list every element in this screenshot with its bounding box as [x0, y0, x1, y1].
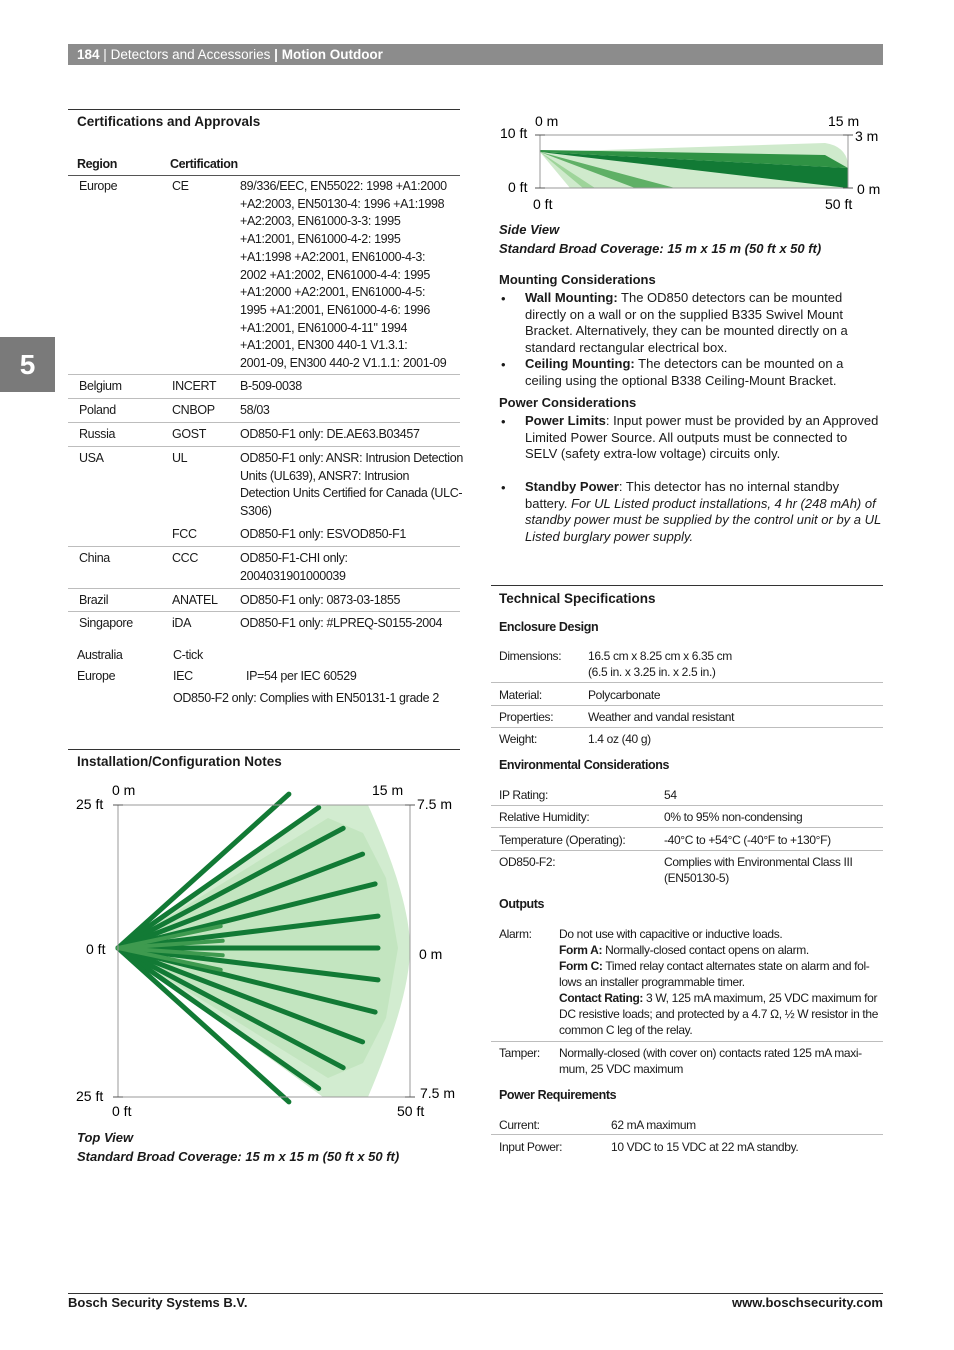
- usa-cert-line: OD850-F1 only: ANSR: Intrusion Detection: [240, 451, 463, 465]
- contact-rating-line-2: DC resistive loads; and protected by a 4.7 Ω, ½ W resistor in the: [559, 1007, 879, 1021]
- header-section: Detectors and Accessories: [110, 47, 271, 62]
- europe-cert-line: +A1:2001, EN61000-4-2: 1995: [240, 232, 401, 247]
- europe-cert-line: +A2:2003, EN61000-3-3: 1995: [240, 214, 401, 229]
- side-view-caption-2: Standard Broad Coverage: 15 m x 15 m (50 ft x 50 ft): [499, 241, 822, 256]
- properties-label: Properties:: [499, 710, 554, 724]
- chapter-tab: 5: [0, 337, 55, 392]
- temp-label: Temperature (Operating):: [499, 833, 626, 847]
- input-power-label: Input Power:: [499, 1140, 563, 1154]
- material-label: Material:: [499, 688, 542, 702]
- humidity-value: 0% to 95% non-condensing: [664, 810, 803, 824]
- tech-spec-title: Technical Specifications: [499, 591, 656, 606]
- europe-cert-line: 2002 +A1:2002, EN61000-4-4: 1995: [240, 267, 431, 282]
- footer-company: Bosch Security Systems B.V.: [68, 1295, 248, 1310]
- label-25ft-top: 25 ft: [76, 796, 104, 812]
- label-50ft-bottom: 50 ft: [397, 1103, 425, 1119]
- region-belgium: Belgium: [79, 379, 122, 393]
- europe-cert-line: 2001-09, EN300 440-2 V1.1.1: 2001-09: [240, 356, 447, 370]
- brazil-value: OD850-F1 only: 0873-03-1855: [240, 593, 401, 607]
- power-req-title: Power Requirements: [499, 1088, 617, 1102]
- top-view-caption: Top View: [77, 1130, 134, 1145]
- china-line-2: 2004031901000039: [240, 569, 346, 583]
- tamper-line-2: mum, 25 VDC maximum: [559, 1062, 684, 1076]
- f2-value-2: (EN50130-5): [664, 871, 729, 885]
- europe-cert-line: 1995 +A1:2001, EN61000-4-6: 1996: [240, 302, 431, 317]
- cert-fcc: FCC: [172, 527, 197, 541]
- properties-value: Weather and vandal resistant: [588, 710, 735, 724]
- region-europe-iec: Europe: [77, 669, 116, 683]
- f2-value-1: Complies with Environmental Class III: [664, 855, 853, 869]
- europe-cert-line: +A2:2003, EN50130-4: 1996 +A1:1998: [240, 196, 445, 211]
- ip-label: IP Rating:: [499, 788, 548, 802]
- europe-cert-line: +A1:2001, EN300 440-1 V1.3.1:: [240, 338, 408, 353]
- belgium-value: B-509-0038: [240, 379, 302, 393]
- certifications-title: Certifications and Approvals: [77, 114, 261, 129]
- power-title: Power Considerations: [499, 395, 637, 410]
- form-c-line: Form C: Timed relay contact alternates state on alarm and fol-: [559, 959, 870, 973]
- tamper-line-1: Normally-closed (with cover on) contacts rated 125 mA maxi-: [559, 1046, 862, 1060]
- page-number: 184: [77, 47, 100, 62]
- label-15m-top: 15 m: [372, 782, 404, 798]
- alarm-label: Alarm:: [499, 927, 532, 941]
- label-25ft-bottom: 25 ft: [76, 1088, 104, 1104]
- russia-value: OD850-F1 only: DE.AE63.B03457: [240, 427, 420, 441]
- europe-cert-line: +A1:2001, EN61000-4-11" 1994: [240, 320, 408, 335]
- mounting-title: Mounting Considerations: [499, 272, 656, 287]
- label-0ft-bottom: 0 ft: [112, 1103, 132, 1119]
- region-poland: Poland: [79, 403, 116, 417]
- form-a-line: Form A: Normally-closed contact opens on alarm.: [559, 943, 809, 957]
- cert-cnbop: CNBOP: [172, 403, 215, 417]
- label-7-5m-top: 7.5 m: [417, 796, 453, 812]
- cert-ctick: C-tick: [173, 648, 203, 662]
- side-label-3m: 3 m: [855, 128, 879, 144]
- dimensions-label: Dimensions:: [499, 649, 562, 663]
- contact-rating-line-3: common C leg of the relay.: [559, 1023, 693, 1037]
- europe-cert-line: +A1:1998 +A2:2001, EN61000-4-3:: [240, 249, 426, 264]
- footer-rule: [68, 1293, 883, 1294]
- cert-iec: IEC: [173, 669, 193, 683]
- standby-power-item: Standby Power: This detector has no internal standby battery. For UL Listed product installations, 4 hr (248 mAh) of standby power must be supplied by the control unit or by a UL Listed burglary power supply.: [525, 479, 882, 544]
- region-australia: Australia: [77, 648, 123, 662]
- dimensions-value-2: (6.5 in. x 3.25 in. x 2.5 in.): [588, 665, 716, 679]
- material-value: Polycarbonate: [588, 688, 661, 702]
- region-europe: Europe: [79, 179, 118, 193]
- enclosure-title: Enclosure Design: [499, 620, 599, 634]
- power-limits-item: Power Limits: Input power must be provided by an Approved Limited Power Source. All outputs must be connected to SELV (safety extra-low voltage) circuits only.: [525, 413, 879, 461]
- weight-value: 1.4 oz (40 g): [588, 732, 651, 746]
- china-line-1: OD850-F1-CHI only:: [240, 551, 348, 565]
- cert-incert: INCERT: [172, 379, 217, 393]
- tamper-label: Tamper:: [499, 1046, 540, 1060]
- current-label: Current:: [499, 1118, 540, 1132]
- ip-value: 54: [664, 788, 677, 802]
- usa-cert-line: Units (UL639), ANSR7: Intrusion: [240, 468, 410, 483]
- en50131-note: OD850-F2 only: Complies with EN50131-1 grade 2: [173, 691, 439, 705]
- label-0m-right: 0 m: [419, 946, 443, 962]
- alarm-line-1: Do not use with capacitive or inductive loads.: [559, 927, 783, 941]
- side-label-50ft: 50 ft: [825, 196, 853, 212]
- cert-gost: GOST: [172, 427, 207, 441]
- region-russia: Russia: [79, 427, 116, 441]
- cert-ul: UL: [172, 451, 188, 465]
- region-brazil: Brazil: [79, 593, 109, 607]
- weight-label: Weight:: [499, 732, 538, 746]
- side-label-0m-top: 0 m: [535, 113, 559, 129]
- f2-label: OD850-F2:: [499, 855, 556, 869]
- section-rule: [68, 749, 460, 750]
- side-view-caption: Side View: [499, 222, 560, 237]
- label-0m-top: 0 m: [112, 782, 136, 798]
- side-label-0m-right: 0 m: [857, 181, 881, 197]
- section-rule: [491, 585, 883, 586]
- cert-ccc: CCC: [172, 551, 199, 565]
- side-label-10ft: 10 ft: [500, 125, 528, 141]
- footer-website[interactable]: www.boschsecurity.com: [732, 1295, 883, 1310]
- europe-cert-line: 89/336/EEC, EN55022: 1998 +A1:2000: [240, 179, 447, 193]
- temp-value: -40°C to +54°C (-40°F to +130°F): [664, 833, 831, 847]
- form-c-line-2: lows an installer programmable timer.: [559, 975, 745, 989]
- side-label-0ft: 0 ft: [508, 179, 528, 195]
- top-view-diagram: [68, 778, 468, 1128]
- side-label-15m: 15 m: [828, 113, 860, 129]
- cert-ida: iDA: [172, 616, 192, 630]
- section-rule: [68, 109, 460, 110]
- cert-ce: CE: [172, 179, 189, 193]
- usa-cert-line: Detection Units Certified for Canada (ULC-: [240, 486, 463, 501]
- outputs-title: Outputs: [499, 897, 545, 911]
- ceiling-mounting-item: Ceiling Mounting: The detectors can be mounted on a ceiling using the optional B338 Ceiling-Mount Bracket.: [525, 356, 844, 388]
- col-certification: Certification: [170, 157, 238, 171]
- top-view-caption-2: Standard Broad Coverage: 15 m x 15 m (50 ft x 50 ft): [77, 1149, 400, 1164]
- wall-mounting-item: Wall Mounting: The OD850 detectors can be mounted directly on a wall or on the supplied B335 Swivel Mount Bracket. Alternatively, they can be mounted directly on a standard rectangular electrical box.: [525, 290, 848, 355]
- side-view-diagram: [495, 108, 890, 218]
- poland-value: 58/03: [240, 403, 270, 417]
- input-power-value: 10 VDC to 15 VDC at 22 mA standby.: [611, 1140, 799, 1154]
- current-value: 62 mA maximum: [611, 1118, 696, 1132]
- usa-cert-line: S306): [240, 504, 272, 519]
- page-header: 184 | Detectors and Accessories | Motion Outdoor: [68, 44, 883, 65]
- col-region: Region: [77, 157, 117, 171]
- installation-title: Installation/Configuration Notes: [77, 754, 282, 769]
- europe-cert-line: +A1:2000 +A2:2001, EN61000-4-5:: [240, 285, 426, 300]
- cert-anatel: ANATEL: [172, 593, 218, 607]
- header-subsection: Motion Outdoor: [281, 47, 383, 62]
- label-7-5m-bottom: 7.5 m: [420, 1085, 456, 1101]
- singapore-value: OD850-F1 only: #LPREQ-S0155-2004: [240, 616, 443, 630]
- humidity-label: Relative Humidity:: [499, 810, 590, 824]
- label-0ft-left: 0 ft: [86, 941, 106, 957]
- fcc-value: OD850-F1 only: ESVOD850-F1: [240, 527, 406, 541]
- region-usa: USA: [79, 451, 104, 465]
- region-singapore: Singapore: [79, 616, 133, 630]
- side-label-0ft-bottom: 0 ft: [533, 196, 553, 212]
- iec-value: IP=54 per IEC 60529: [246, 669, 357, 683]
- contact-rating-line: Contact Rating: 3 W, 125 mA maximum, 25 VDC maximum for: [559, 991, 878, 1005]
- dimensions-value-1: 16.5 cm x 8.25 cm x 6.35 cm: [588, 649, 732, 663]
- region-china: China: [79, 551, 110, 565]
- environmental-title: Environmental Considerations: [499, 758, 670, 772]
